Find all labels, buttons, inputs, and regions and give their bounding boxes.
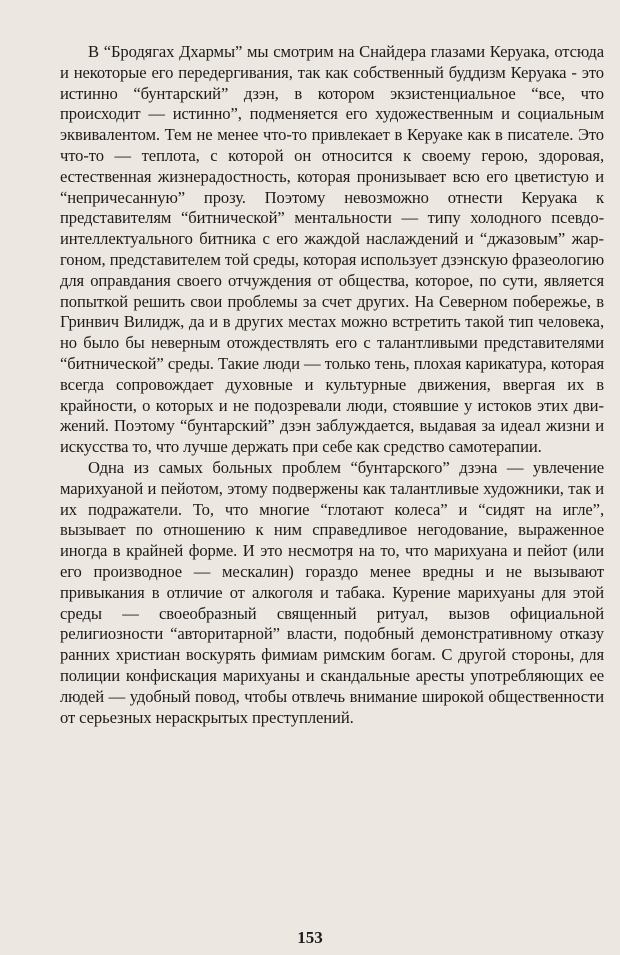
page-number: 153 bbox=[297, 928, 323, 947]
paragraph-2: Одна из самых больных проблем “бунтарского” дзэна — увлечение марихуаной и пейотом, этому подвержены как талантливые художники, так и их подражатели. То, что многие “глотают колеса” и “сидят на игле”, вызывает по отношению к ним справедливое негодование, выраженное иногда в крайней форме. И это несмотря на то, что марихуана и пейот (или его производное — мескалин) гораздо менее вредны и не вызывают привыкания в отличие от алкоголя и табака. Курение марихуаны для этой среды — своеобразный священный ритуал, вызов официальной религиозности “авторитарной” власти, подобный демонстративному отказу ранних христиан воскурять фимиам римским богам. С другой стороны, для полиции конфискация марихуаны и скандальные аресты употребляющих ее людей — удобный повод, чтобы отвлечь внимание широкой общественности от серьезных нераскрытых преступлений. bbox=[60, 457, 604, 727]
body-text bbox=[60, 42, 604, 728]
paragraph-1: В “Бродягах Дхармы” мы смотрим на Снайдера глазами Керуака, отсюда и некоторые его передергивания, так как собственный буддизм Керуака - это истинно “бунтарский” дзэн, в котором экзистенциальное “все, что происходит — истинно”, подменяется его художественным и социальным эквивалентом. Тем не менее что-то привлекает в Керуаке как в писателе. Это что-то — теплота, с которой он относится к своему герою, здоровая, естественная жизнерадостность, которая пронизывает всю его цветистую и “непричесанную” прозу. Поэтому невозможно отнести Керуака к представителям “битнической” ментальности — типу холодного псевдо-интеллектуального битника с его жаждой наслаждений и “джазовым” жаргоном, представителем той среды, которая использует дзэнскую фразеологию для оправдания своего отчуждения от общества, которое, по сути, является попыткой решить свои проблемы за счет других. На Северном побережье, в Гринвич Вилидж, да и в других местах можно встретить такой тип человека, но было бы неверным отождествлять его с талантливыми представителями “битнической” среды. Такие люди — только тень, плохая карикатура, которая всегда сопровождает духовные и культурные движения, ввергая их в крайности, о которых и не подозревали люди, стоявшие у истоков этих движений. Поэтому “бунтарский” дзэн заблуждается, выдавая за идеал жизни и искусства то, что лучше держать при себе как средство самотерапии. bbox=[60, 42, 604, 457]
